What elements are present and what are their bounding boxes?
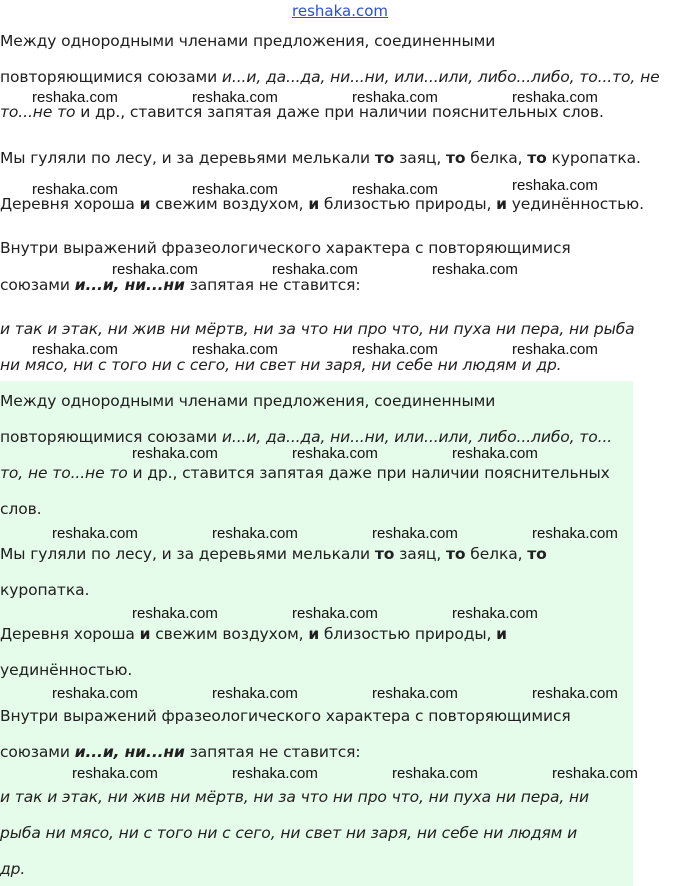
watermark: reshaka.com bbox=[292, 445, 378, 462]
rule-text: Внутри выражений фразеологического характера с повторяющимися bbox=[0, 707, 571, 725]
example-phrases: и так и этак, ни жив ни мёртв, ни за что ни про что, ни пуха ни пера, ни рыба bbox=[0, 320, 635, 338]
rule-text: Между однородными членами предложения, соединенными bbox=[0, 392, 496, 410]
rule-text: то...не то и др., ставится запятая даже при наличии пояснительных слов. bbox=[0, 103, 604, 121]
rule-text: повторяющимися союзами и...и, да...да, ни...ни, или...или, либо...либо, то... bbox=[0, 428, 613, 446]
watermark: reshaka.com bbox=[132, 445, 218, 462]
watermark: reshaka.com bbox=[212, 685, 298, 702]
watermark: reshaka.com bbox=[552, 765, 638, 782]
watermark: reshaka.com bbox=[452, 605, 538, 622]
watermark: reshaka.com bbox=[52, 525, 138, 542]
watermark: reshaka.com bbox=[352, 89, 438, 106]
watermark: reshaka.com bbox=[192, 181, 278, 198]
watermark: reshaka.com bbox=[112, 261, 198, 278]
watermark: reshaka.com bbox=[372, 685, 458, 702]
watermark: reshaka.com bbox=[532, 685, 618, 702]
watermark: reshaka.com bbox=[432, 261, 518, 278]
watermark: reshaka.com bbox=[32, 341, 118, 358]
watermark: reshaka.com bbox=[52, 685, 138, 702]
watermark: reshaka.com bbox=[192, 89, 278, 106]
watermark: reshaka.com bbox=[352, 341, 438, 358]
site-link[interactable]: reshaka.com bbox=[292, 2, 388, 20]
watermark: reshaka.com bbox=[512, 177, 598, 194]
watermark: reshaka.com bbox=[132, 605, 218, 622]
watermark: reshaka.com bbox=[532, 525, 618, 542]
rule-text: союзами и...и, ни...ни запятая не ставится: bbox=[0, 276, 361, 294]
rule-text: то, не то...не то и др., ставится запятая даже при наличии пояснительных bbox=[0, 464, 610, 482]
example-phrases: ни мясо, ни с того ни с сего, ни свет ни заря, ни себе ни людям и др. bbox=[0, 356, 562, 374]
watermark: reshaka.com bbox=[272, 261, 358, 278]
rule-text: Между однородными членами предложения, соединенными bbox=[0, 32, 496, 50]
example-sentence: уединённостью. bbox=[0, 661, 133, 679]
watermark: reshaka.com bbox=[72, 765, 158, 782]
watermark: reshaka.com bbox=[292, 605, 378, 622]
example-sentence: Мы гуляли по лесу, и за деревьями мелькали то заяц, то белка, то куропатка. bbox=[0, 149, 641, 167]
watermark: reshaka.com bbox=[32, 181, 118, 198]
watermark: reshaka.com bbox=[392, 765, 478, 782]
watermark: reshaka.com bbox=[452, 445, 538, 462]
rule-text: Внутри выражений фразеологического характера с повторяющимися bbox=[0, 239, 571, 257]
example-sentence: куропатка. bbox=[0, 581, 90, 599]
example-sentence: Деревня хороша и свежим воздухом, и близостью природы, и уединённостью. bbox=[0, 195, 644, 213]
example-phrases: рыба ни мясо, ни с того ни с сего, ни свет ни заря, ни себе ни людям и bbox=[0, 824, 578, 842]
example-sentence: Деревня хороша и свежим воздухом, и близостью природы, и bbox=[0, 625, 507, 643]
example-phrases: др. bbox=[0, 860, 26, 878]
watermark: reshaka.com bbox=[372, 525, 458, 542]
watermark: reshaka.com bbox=[32, 89, 118, 106]
watermark: reshaka.com bbox=[232, 765, 318, 782]
watermark: reshaka.com bbox=[192, 341, 278, 358]
watermark: reshaka.com bbox=[512, 341, 598, 358]
rule-text: союзами и...и, ни...ни запятая не ставится: bbox=[0, 743, 361, 761]
watermark: reshaka.com bbox=[352, 181, 438, 198]
watermark: reshaka.com bbox=[212, 525, 298, 542]
watermark: reshaka.com bbox=[512, 89, 598, 106]
example-phrases: и так и этак, ни жив ни мёртв, ни за что ни про что, ни пуха ни пера, ни bbox=[0, 788, 590, 806]
example-sentence: Мы гуляли по лесу, и за деревьями мелькали то заяц, то белка, то bbox=[0, 545, 547, 563]
rule-text: слов. bbox=[0, 500, 42, 518]
rule-text: повторяющимися союзами и...и, да...да, ни...ни, или...или, либо...либо, то...то, не bbox=[0, 68, 660, 86]
